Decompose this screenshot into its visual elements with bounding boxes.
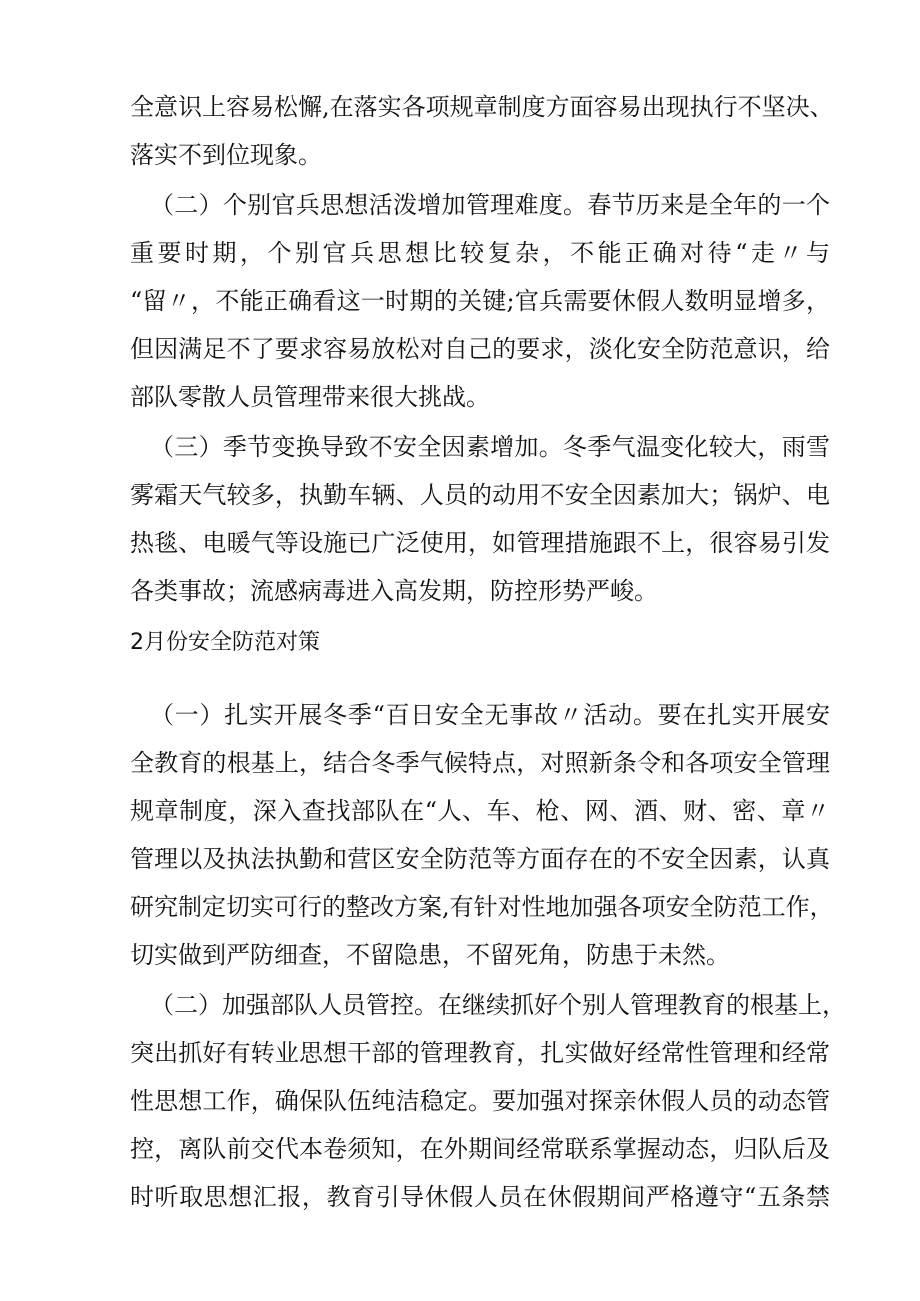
paragraph-5-line-5: 时听取思想汇报，教育引导休假人员在休假期间严格遵守“五条禁 bbox=[130, 1183, 830, 1211]
paragraph-4-line-3: 规章制度，深入查找部队在“人、车、枪、网、酒、财、密、章〃 bbox=[130, 797, 830, 825]
section-heading: 2月份安全防范对策 bbox=[130, 630, 320, 655]
paragraph-5-line-3: 性思想工作，确保队伍纯洁稳定。要加强对探亲休假人员的动态管 bbox=[130, 1087, 830, 1115]
paragraph-4-line-6: 切实做到严防细查，不留隐患，不留死角，防患于未然。 bbox=[130, 941, 730, 969]
paragraph-3-line-1: （三）季节变换导致不安全因素增加。冬季气温变化较大，雨雪 bbox=[150, 433, 830, 461]
paragraph-2-line-2: 重要时期，个别官兵思想比较复杂，不能正确对待“走〃与 bbox=[130, 239, 830, 267]
paragraph-5-line-4: 控，离队前交代本卷须知，在外期间经常联系掌握动态，归队后及 bbox=[130, 1135, 830, 1163]
paragraph-4-line-4: 管理以及执法执勤和营区安全防范等方面存在的不安全因素，认真 bbox=[130, 845, 830, 873]
paragraph-5-line-1: （二）加强部队人员管控。在继续抓好个别人管理教育的根基上， bbox=[150, 991, 846, 1019]
paragraph-1-line-1: 全意识上容易松懈,在落实各项规章制度方面容易出现执行不坚决、 bbox=[130, 93, 834, 121]
paragraph-2-line-5: 部队零散人员管理带来很大挑战。 bbox=[130, 383, 490, 411]
paragraph-3-line-3: 热毯、电暖气等设施已广泛使用，如管理措施跟不上，很容易引发 bbox=[130, 529, 830, 557]
paragraph-1-line-2: 落实不到位现象。 bbox=[130, 141, 322, 169]
paragraph-4-line-5: 研究制定切实可行的整改方案,有针对性地加强各项安全防范工作， bbox=[130, 893, 834, 921]
paragraph-5-line-2: 突出抓好有转业思想干部的管理教育，扎实做好经常性管理和经常 bbox=[130, 1039, 830, 1067]
paragraph-3-line-2: 雾霜天气较多，执勤车辆、人员的动用不安全因素加大；锅炉、电 bbox=[130, 481, 830, 509]
paragraph-4-line-1: （一）扎实开展冬季“百日安全无事故〃活动。要在扎实开展安 bbox=[150, 701, 830, 729]
paragraph-2-line-3: “留〃，不能正确看这一时期的关键;官兵需要休假人数明显增多， bbox=[130, 287, 830, 315]
paragraph-3-line-4: 各类事故；流感病毒进入高发期，防控形势严峻。 bbox=[130, 577, 658, 605]
paragraph-2-line-4: 但因满足不了要求容易放松对自己的要求，淡化安全防范意识，给 bbox=[130, 335, 830, 363]
paragraph-2-line-1: （二）个别官兵思想活泼增加管理难度。春节历来是全年的一个 bbox=[150, 191, 830, 219]
paragraph-4-line-2: 全教育的根基上，结合冬季气候特点，对照新条令和各项安全管理 bbox=[130, 749, 830, 777]
